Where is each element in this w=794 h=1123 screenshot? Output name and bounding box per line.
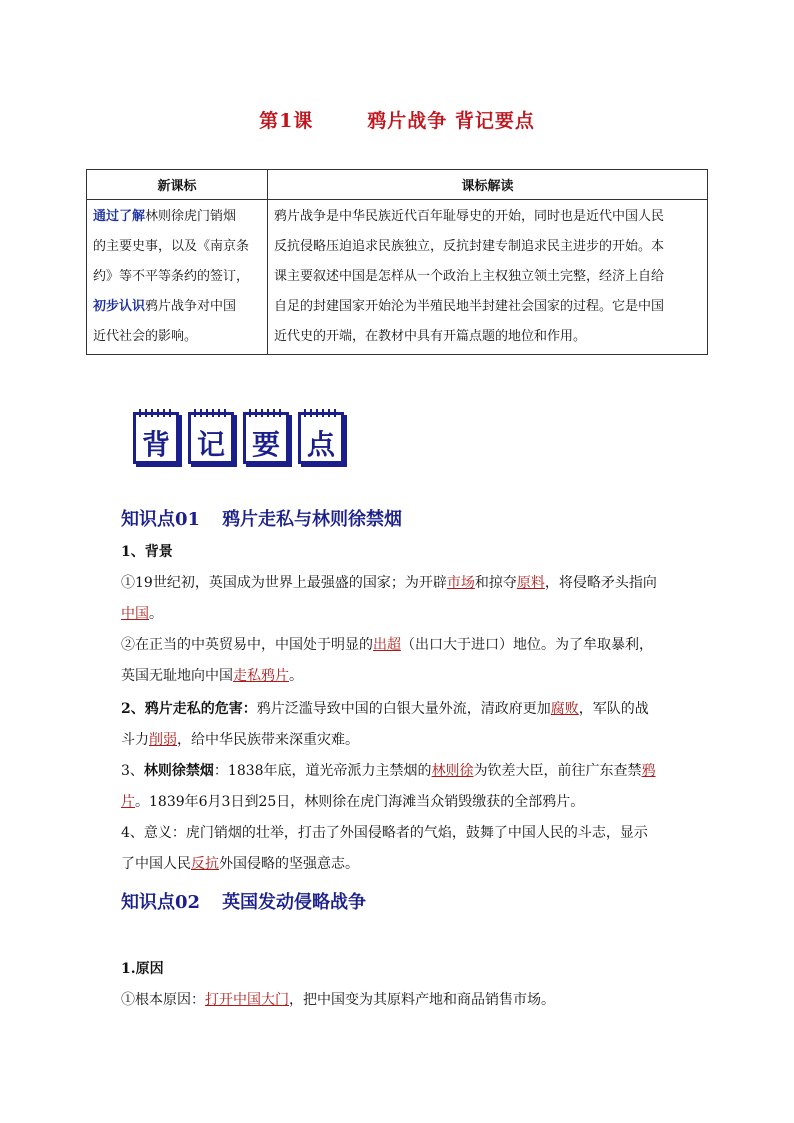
notepad-badge: 背 <box>133 412 179 464</box>
curriculum-standards-table <box>86 169 708 355</box>
notepad-badge: 记 <box>188 412 234 464</box>
background-heading: 1、背景 <box>121 544 173 560</box>
significance: 4、意义：虎门销烟的壮举，打击了外国侵略者的气焰，鼓舞了中国人民的斗志，显示 <box>121 825 648 841</box>
knowledge-point-02-heading: 知识点02 英国发动侵略战争 <box>121 892 367 913</box>
cause-heading: 1.原因 <box>121 961 164 977</box>
background-item-1: ①19世纪初，英国成为世界上最强盛的国家；为开辟市场和掠夺原料，将侵略矛头指向 <box>121 575 657 591</box>
root-cause: ①根本原因：打开中国大门，把中国变为其原料产地和商品销售市场。 <box>121 992 555 1008</box>
new-standard-cell: 通过了解林则徐虎门销烟 的主要史事，以及《南京条 约》等不平等条约的签订， 初步认识鸦片战争对中国 近代社会的影响。 <box>87 200 268 355</box>
significance-cont: 了中国人民反抗外国侵略的坚强意志。 <box>121 856 359 872</box>
background-item-2-cont: 英国无耻地向中国走私鸦片。 <box>121 668 303 684</box>
background-item-1-cont: 中国。 <box>121 606 163 622</box>
smuggling-harm: 2、鸦片走私的危害：鸦片泛滥导致中国的白银大量外流，清政府更加腐败，军队的战 <box>121 701 649 717</box>
smuggling-harm-cont: 斗力削弱，给中华民族带来深重灾难。 <box>121 732 359 748</box>
notepad-badge: 要 <box>243 412 289 464</box>
opium-ban: 3、林则徐禁烟：1838年底，道光帝派力主禁烟的林则徐为钦差大臣，前往广东查禁鸦 <box>121 763 656 779</box>
notepad-badge: 点 <box>298 412 344 464</box>
knowledge-point-01-heading: 知识点01 鸦片走私与林则徐禁烟 <box>121 509 403 530</box>
memorize-points-banner <box>133 412 344 464</box>
background-item-2: ②在正当的中英贸易中，中国处于明显的出超（出口大于进口）地位。为了牟取暴利， <box>121 637 653 653</box>
header-standard-interpretation: 课标解读 <box>268 170 708 200</box>
lesson-number: 第1课 <box>259 110 314 132</box>
lesson-title <box>0 106 794 133</box>
header-new-standard: 新课标 <box>87 170 268 200</box>
interpretation-cell: 鸦片战争是中华民族近代百年耻辱史的开始，同时也是近代中国人民 反抗侵略压迫追求民族独立，反抗封建专制追求民主进步的开始。本 课主要叙述中国是怎样从一个政治上主权独立领土完整，经济上自给 自足的封建国家开始沦为半殖民地半封建社会国家的过程。它是中国 近代史的开端，在教材中具有开篇点题的地位和作用。 <box>268 200 708 355</box>
opium-ban-cont: 片。1839年6月3日到25日，林则徐在虎门海滩当众销毁缴获的全部鸦片。 <box>121 794 585 810</box>
lesson-topic: 鸦片战争 背记要点 <box>367 110 535 132</box>
